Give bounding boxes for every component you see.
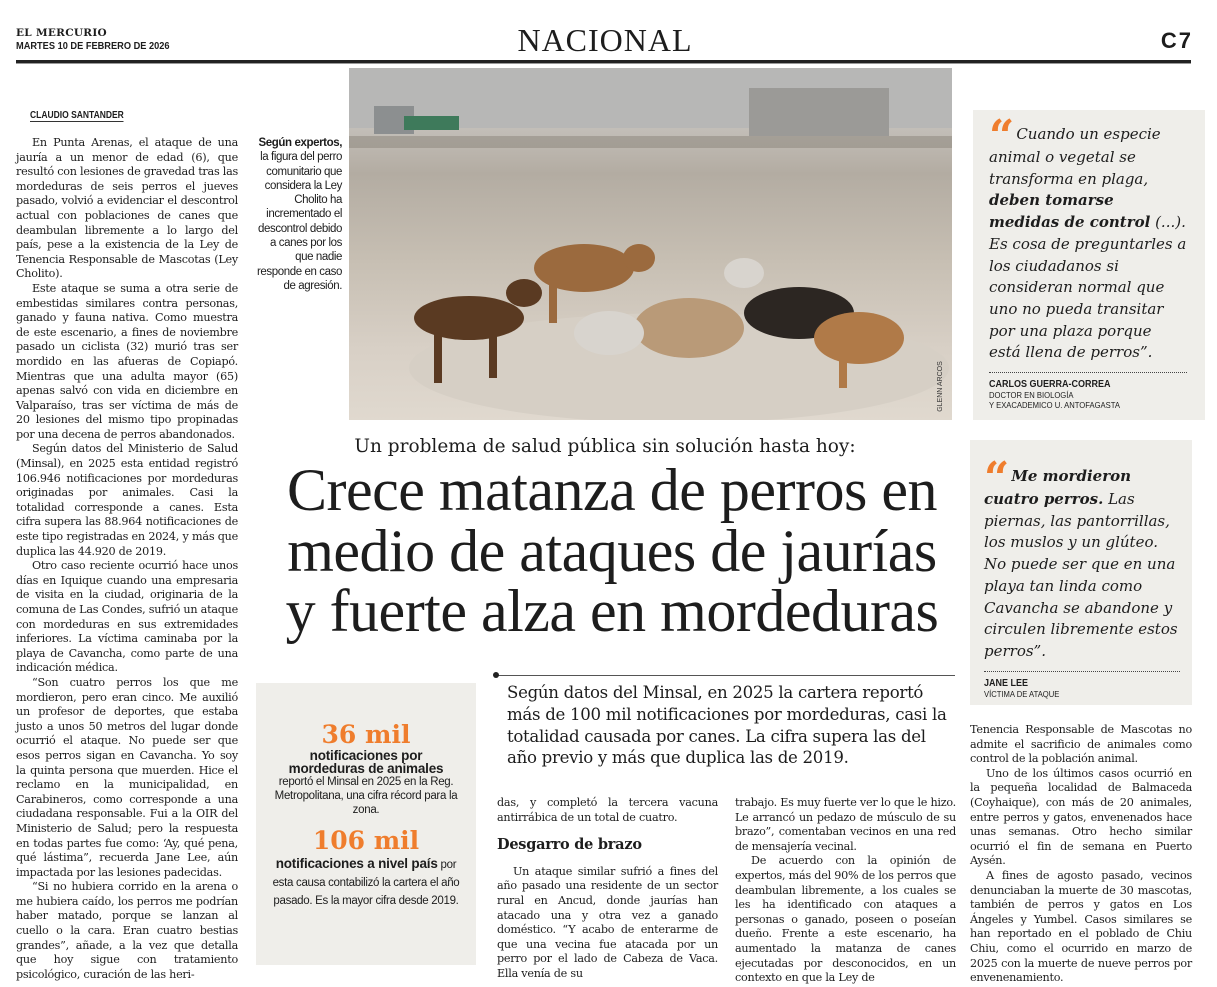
stat-value: 106 mil: [312, 826, 420, 855]
quote-part: Cuando un especie animal o vegetal se transforma en plaga,: [989, 125, 1161, 188]
quote-text: [989, 111, 1187, 364]
stat-label: notificaciones a nivel país: [275, 856, 438, 871]
headline-line: medio de ataques de jaurías: [287, 517, 937, 584]
divider: [984, 671, 1180, 672]
quote-author-role: VÍCTIMA DE ATAQUE: [984, 688, 1060, 699]
page-number: C7: [1160, 28, 1193, 53]
paragraph: das, y completó la tercera vacuna antirrábica de un total de cuatro.: [497, 796, 718, 824]
quote-author: CARLOS GUERRA-CORREA: [989, 379, 1111, 391]
paragraph: De acuerdo con la opinión de expertos, más del 90% de los perros que deambulan libremente, a los cuales se les ha identificado con ataques a personas o ganado, poseen o poseían dueño. Frente a este escenario, ha aumentado la matanza de canes ejecutadas por desconocidos, en un contexto en que la Ley de: [735, 854, 956, 985]
paragraph: “Si no hubiera corrido en la arena o me hubiera caído, los perros me podrían haber matado, porque se lanzan al cuello o la cara. Eran cuatro bestias grandes”, añade, a la vez que detalla que hoy sigue con tratamiento psicológico, curación de las heri-: [16, 880, 238, 981]
paragraph: Tenencia Responsable de Mascotas no admite el sacrificio de animales como control de la población animal.: [970, 723, 1192, 766]
quote-emphasis: deben tomarse medidas de control: [989, 191, 1151, 232]
paragraph: Otro caso reciente ocurrió hace unos días en Iquique cuando una empresaria de visita en la ciudad, originaria de la comuna de Las Condes, sufrió un ataque con mordeduras en sus extremidades inferiores. La víctima caminaba por la playa de Cavancha, como parte de una indicación médica.: [16, 559, 238, 675]
photo-credit: GLENN ARCOS: [937, 361, 945, 412]
quote-mark-icon: “: [984, 453, 1006, 504]
subheading: Desgarro de brazo: [497, 836, 642, 854]
byline: CLAUDIO SANTANDER: [30, 110, 124, 121]
article-column-4: [970, 723, 1192, 986]
paragraph: Un ataque similar sufrió a fines del año pasado una residente de un sector rural en Ancud, donde jaurías han atacado una y otra vez a ganado doméstico. “Y acabo de enterarme de que una vecina fue atacada por un perro por el lado de Cabeza de Vaca. Ella venía de su: [497, 864, 718, 980]
stats-box: [256, 683, 476, 965]
section-title: NACIONAL: [517, 22, 693, 58]
paragraph: En Punta Arenas, el ataque de una jauría a un menor de edad (6), que resultó con lesiones de gravedad tras las mordeduras de seis perros el jueves pasado, volvió a evidenciar el descontrol actual con poblaciones de canes que deambulan libremente a lo largo del país, pese a la existencia de la Ley de Tenencia Responsable de Mascotas (Ley Cholito).: [16, 136, 238, 281]
header-rule: [16, 60, 1191, 64]
paragraph: A fines de agosto pasado, vecinos denunciaban la muerte de 30 mascotas, también de perros y gatos en Los Ángeles y Yumbel. Casos similares se han reportado en el poblado de Chiu Chiu, como el ocurrido en marzo de 2025 con la muerte de nueve perros por envenenamiento.: [970, 868, 1192, 985]
kicker: Un problema de salud pública sin solución hasta hoy:: [354, 436, 856, 457]
paragraph: Según datos del Ministerio de Salud (Minsal), en 2025 esta entidad registró 106.946 notificaciones por mordeduras originadas por animales. Casi la totalidad corresponde a canes. Esta cifra supera las 88.964 notificaciones de este tipo registradas en 2024, y más que duplica las 44.920 de 2019.: [16, 442, 238, 558]
issue-date: MARTES 10 DE FEBRERO DE 2026: [16, 40, 170, 52]
quote-part: Las piernas, las pantorrillas, los muslos y un glúteo. No puede ser que en una playa tan linda como Cavancha se abandone y circulen libremente estos perros”.: [984, 490, 1178, 660]
quote-mark-icon: “: [989, 111, 1011, 162]
quote-author: JANE LEE: [984, 677, 1029, 689]
paragraph: “Son cuatro perros los que me mordieron, pero eran cinco. Me auxilió un profesor de deportes, que estaba justo a unos 50 metros del lugar donde ocurrió el ataque. No puede ser que esos perros sigan en Cavancha. Yo soy la quinta persona que muerden. Hice el reclamo en la municipalidad, en Carabineros, como corresponde a una ciudadana responsable. Fui a la OIR del Ministerio de Salud; pero la respuesta en todas partes fue como: ‘Ay, qué pena, qué lástima”, recuerda Jane Lee, aún impactada por las lesiones padecidas.: [16, 675, 238, 879]
article-column-2: [497, 796, 718, 982]
quote-author-role: Y EXACADEMICO U. ANTOFAGASTA: [989, 400, 1120, 411]
divider: [989, 372, 1187, 373]
news-photo-dogs: [349, 68, 952, 420]
photo-illustration: [349, 68, 952, 420]
quote-text: [984, 453, 1180, 663]
headline-line: y fuerte alza en mordeduras: [285, 578, 939, 644]
photo-caption: [250, 136, 342, 293]
quote-author-role: DOCTOR EN BIOLOGÍA: [989, 390, 1074, 401]
paragraph: trabajo. Es muy fuerte ver lo que le hizo. Le arrancó un pedazo de músculo de su brazo”, comentaban vecinos en una red de mensajería vecinal.: [735, 796, 956, 853]
headline: [262, 457, 962, 644]
pull-quote-1: [973, 110, 1205, 420]
masthead: EL MERCURIO: [16, 27, 107, 39]
headline-line: Crece matanza de perros en: [287, 457, 937, 523]
caption-lead: Según expertos,: [258, 137, 342, 149]
deck-rule: [495, 675, 955, 676]
deck: Según datos del Minsal, en 2025 la cartera reportó más de 100 mil notificaciones por mordeduras, casi la totalidad causada por canes. La cifra supera las del año previo y más que duplica las de 2019.: [507, 683, 947, 768]
article-column-3: [735, 796, 956, 986]
quote-part: (...). Es cosa de preguntarles a los ciudadanos si consideran normal que uno no pueda transitar por una plaza porque está llena de perros”.: [989, 213, 1187, 362]
stat-text: [270, 855, 462, 909]
stat-detail: reportó el Minsal en 2025 en la Reg. Metropolitana, una cifra récord para la zona.: [274, 776, 458, 816]
stat-value: 36 mil: [321, 720, 411, 749]
quote-emphasis: Me mordieron cuatro perros.: [984, 467, 1132, 508]
stat-detail: por esta causa contabilizó la cartera el año pasado. Es la mayor cifra desde 2019.: [272, 859, 460, 907]
paragraph: Este ataque se suma a otra serie de embestidas similares contra personas, ganado y fauna nativa. Como muestra de este escenario, a fines de noviembre pasado un ciclista (32) murió tras ser mordido en las afueras de Copiapó. Mientras que una adulta mayor (65) apenas salvó con vida en diciembre en Valparaíso, tras ser víctima de más de 20 lesiones del mismo tipo propinadas por una decena de perros abandonados.: [16, 281, 238, 441]
caption-text: la figura del perro comunitario que considera la Ley Cholito ha incrementado el descontrol debido a canes por los que nadie responde en caso de agresión.: [256, 151, 342, 292]
paragraph: Uno de los últimos casos ocurrió en la pequeña localidad de Balmaceda (Coyhaique), con más de 20 animales, entre perros y gatos, envenenados hace unas semanas. Otro hecho similar ocurrió el fin de semana en Puerto Aysén.: [970, 766, 1192, 868]
bullet-icon: [493, 672, 499, 678]
article-column-1: [16, 136, 238, 982]
stat-label: notificaciones por mordeduras de animales: [288, 748, 444, 776]
pull-quote-2: [970, 440, 1192, 705]
